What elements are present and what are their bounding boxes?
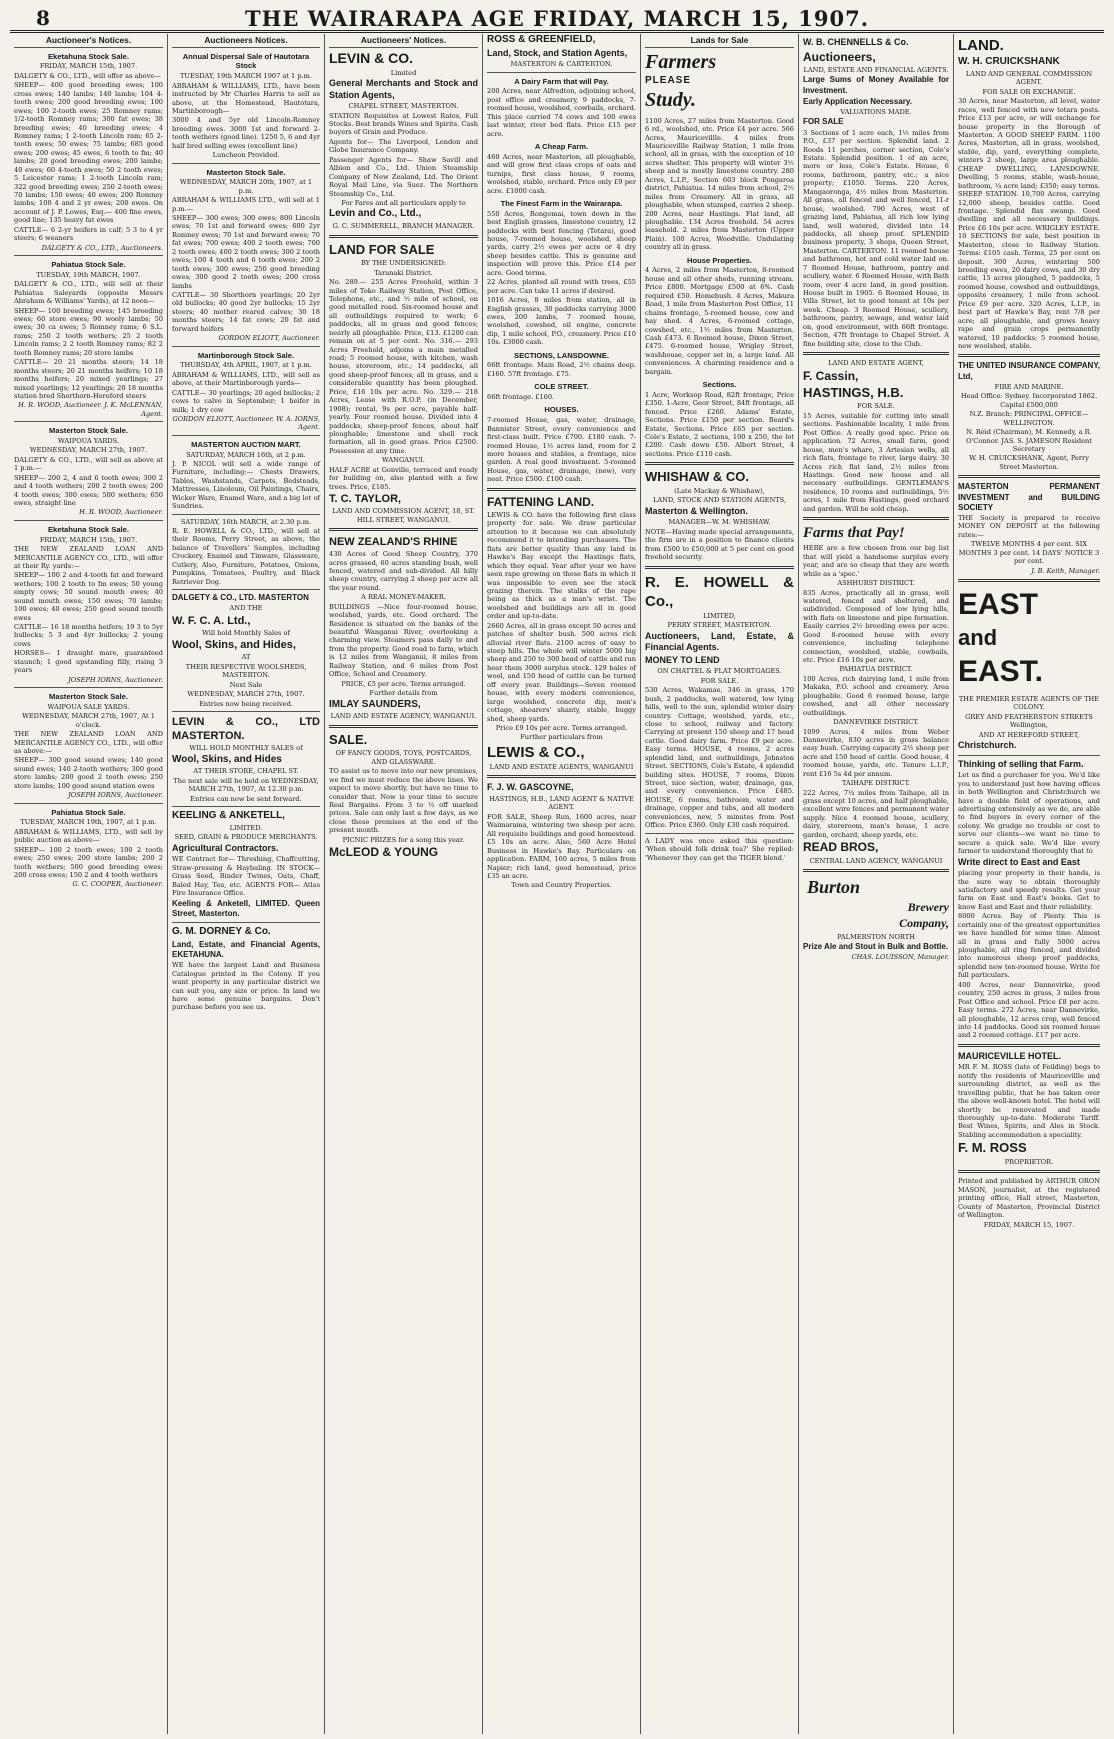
listing-body: 22 Acres, planted all round with trees, £55 per acre. Can take 11 acres if desired.	[487, 278, 636, 295]
firm-name: MASTERTON PERMANENT INVESTMENT and BUILDING SOCIETY	[958, 482, 1100, 512]
ad-early: Early Application Necessary.	[803, 96, 912, 106]
listing-title: A Cheap Farm.	[534, 142, 589, 152]
sale-date: TUESDAY, 19th MARCH, 1907.	[36, 270, 141, 279]
ad-title: Farms that Pay!	[803, 525, 905, 542]
listing-body: 550 Acres, Rongomai, town down in the best English grasses, limestone country, 12 paddocks with best fencing (Totara), good house, 7-roomed house, woolshed, sheep yards, carry 2½ ewes per acre or 4 dry sheep besides cattle. This is genuine and inspection will prove this. Price £14 per acre. Good terms.	[487, 209, 636, 277]
ad-signature: CHAS. LOUISSON, Manager.	[851, 953, 949, 962]
ad-display: Study.	[645, 89, 696, 112]
ad-signature: G. C. SUMMERELL, BRANCH MANAGER.	[332, 222, 475, 231]
sale-intro: ABRAHAM & WILLIAMS, LTD., have been instructed by Mr Charles Harris to sell as above, at the Homestead, Hautotara, Martinborough—	[172, 81, 320, 115]
ad-subtitle: ON CHATTEL & FLAT MORTGAGES.	[657, 667, 782, 676]
sale-date: WEDNESDAY, MARCH 20th, 1907, at 1 p.m.	[179, 178, 313, 195]
agent-name: F. J. W. GASCOYNE,	[487, 782, 574, 793]
ad-price: Price £9 10s per acre. Terms arranged.	[495, 723, 628, 732]
listing-title: SECTIONS, LANSDOWNE.	[514, 350, 609, 360]
ad-note: PICNIC PRIZES for a song this year.	[342, 835, 465, 844]
listing-title: COLE STREET.	[534, 382, 589, 392]
listing-body: 400 Acres, near Dannevirke, good country, 250 acres in grass, 3 miles from Post Office and school. Price £8 per acre. Easy terms. 272 Acres, near Dannevirke, all ploughable, 12 acres crop, well fenced into 14 paddocks. Good six roomed house and 2 roomed cottage. £17 per acre.	[958, 980, 1100, 1040]
firm-name: G. M. DORNEY & Co.	[172, 925, 271, 937]
listing-body: 66ft frontage. Main Road, 2½ chains deep. £160. 57ft frontage. £75.	[487, 361, 636, 378]
sale-signature: DALGETY & CO., LTD., Auctioneers.	[41, 243, 163, 252]
ad-passenger-agents: Passenger Agents for— Shaw Savill and Albion and Co., Ltd. Union Steamship Company of New Zealand, Ltd. The Orient Royal Mail Line, via Suez. The Northern Steamship Co., Ltd.	[329, 155, 478, 198]
listing-title: House Properties.	[687, 255, 752, 265]
ad-display: and	[958, 625, 998, 651]
sale-cattle: CATTLE— 16 18 months heifers; 19 3 to 5yr bullocks; 5 3 and 4yr bullocks; 2 young cows	[14, 623, 163, 648]
ad-location: CHAPEL STREET, MASTERTON.	[348, 102, 459, 111]
divider	[958, 755, 1100, 756]
sale-title: Masterton Stock Sale.	[49, 426, 128, 436]
ad-subtitle: OF FANCY GOODS, TOYS, POSTCARDS, AND GLASSWARE.	[335, 749, 472, 766]
divider	[172, 346, 320, 347]
listing-body: 530 Acres, Wakamae, 346 in grass, 170 bush, 2 paddocks, well watered, low lying hills, well to the sun, splendid winter dairy country. Cottage, woolshed, yards, etc., close to school, railway and factory. Carrying at present 150 sheep and 17 head cattle. Good dairy farm. Price £9 per acre. Easy terms. HOUSE, 4 rooms, 2 acres splendid land, and outbuildings, Johnston Street. SECTIONS, Cole's Estate, 4 splendid building sites. HOUSE, 7 rooms, Dixon Street, nice section, water, drainage, gas, and every convenience. Price £485. HOUSE, 6 rooms, bathroom, water and drainage, copper and tubs, and all modern conveniences, new, 5 minutes from Post Office. Price £360. Only £30 cash required.	[645, 686, 794, 830]
divider	[487, 488, 636, 491]
sale-intro: DALGETY & CO., LTD., will sell at their Pahiatua Saleyards (opposite Messrs Abraham & Williams' Yards), at 12 noon—	[14, 280, 163, 306]
ad-subtitle: THE PREMIER ESTATE AGENTS OF THE COLONY.	[958, 694, 1100, 712]
sale-subtitle: WAIPOUA SALE YARDS.	[47, 702, 130, 711]
listing-title: A Dairy Farm that will Pay.	[514, 76, 609, 86]
ad-title: NEW ZEALAND'S RHINE	[329, 536, 458, 548]
ad-display: Land, Estate, and Financial Agents, EKETAHUNA.	[172, 939, 320, 959]
firm-name: KEELING & ANKETELL,	[172, 810, 285, 822]
ad-location: GREY AND FEATHERSTON STREETS Wellington,	[965, 712, 1093, 730]
sale-intro: ABRAHAM & WILLIAMS, LTD., will sell as above, at their Martinborough yards—	[172, 370, 320, 388]
ad-location: MASTERTON & CARTERTON.	[510, 60, 613, 69]
ad-body: FOR SALE, Sheep Run, 1600 acres, near Waimarama, wintering two sheep per acre. All requisite buildings and good homestead. £5 10s an acre. Also, 560 Acre Hotel Business in Hawke's Bay. Particulars on application. FARM, 160 acres, 5 miles from Napier; rich land, good homestead, price £35 an acre.	[487, 812, 636, 880]
ad-body: 430 Acres of Good Sheep Country, 370 acres grassed, 60 acres standing bush, well fenced, watered and sub-divided. All hilly sheep country, carrying 2 sheep per acre all the year round.	[329, 550, 478, 592]
sale-intro: ABRAHAM & WILLIAMS, LTD., will sell by public auction as above—	[14, 827, 163, 845]
sale-title: Eketahuna Stock Sale.	[47, 524, 130, 534]
connector: AT	[241, 653, 251, 662]
ad-footer: Levin and Co., Ltd.,	[329, 208, 422, 220]
agent-subtitle: CENTRAL LAND AGENCY, WANGANUI	[809, 856, 943, 865]
ad-note: Entries now being received.	[199, 699, 293, 708]
ad-signature: F. M. ROSS	[958, 1140, 1027, 1156]
ad-body: TO assist us to move into our new premises, we find we must reduce the above lines. We expect to move shortly, but have no time to consider that. Now is your time to secure Real Bargains. From 3 to ½ off marked prices. Sale can only last a few days, as we close these premises at the end of the present month.	[329, 767, 478, 835]
ad-note: For Fares and all particulars apply to	[341, 198, 466, 207]
agent-name: T. C. TAYLOR,	[329, 493, 402, 506]
ad-body: WE have the largest Land and Business Catalogue printed in the Colony. If you want property in any particular district we can suit you, any size or price. In land we have some genuine bargains. Don't purchase before you see us.	[172, 961, 320, 1012]
sale-date: WEDNESDAY, MARCH 27th, 1907.	[29, 446, 148, 455]
divider	[172, 806, 320, 807]
ad-display: EAST	[958, 588, 1039, 622]
sale-date: TUESDAY, MARCH 19th, 1907, at 1 p.m.	[20, 818, 157, 827]
agent-subtitle: HASTINGS, H.B., LAND AGENT & NATIVE AGENT.	[489, 795, 634, 812]
ad-for-sale: FOR SALE.	[857, 402, 895, 411]
ad-district: Taranaki District.	[374, 268, 433, 277]
sale-title: Pahiatua Stock Sale.	[51, 807, 126, 817]
divider	[14, 421, 163, 422]
column-header: Auctioneer's Notices.	[14, 35, 163, 48]
ad-signature: J. B. Keith, Manager.	[1031, 566, 1100, 575]
ad-text: Will hold Monthly Sales of	[202, 628, 290, 637]
sale-date: WEDNESDAY, MARCH 27th, 1907.	[187, 690, 305, 699]
ad-for-sale: FOR SALE	[803, 117, 844, 127]
firm-branch: N.Z. Branch: PRINCIPAL OFFICE—WELLINGTON.	[969, 410, 1089, 427]
ad-title: SALE.	[329, 731, 368, 747]
sale-items: SHEEP— 300 ewes; 300 ewes; 800 Lincoln ewes; 70 1st and forward ewes; 600 2yr Romney ewes; 70 1st and forward ewes; 70 fat ewes; 700 ewes; 400 2 tooth ewes; 700 2 tooth ewes; 400 2 tooth ewes; 300 2 tooth ewes; 100 4 tooth and 6 tooth ewes; 200 2 tooth ewes; 300 ewes; 250 good breeding ewes; 300 good 2 tooth ewes; 200 cross lambs	[172, 214, 320, 290]
sale-cattle: CATTLE— 20 21 months steers; 14 18 months steers; 20 21 months heifers; 10 18 months heifers; 20 mixed yearlings; 27 mixed yearlings; 12 yearlings; 20 18 months station bred Shorthorn-Hereford steers	[14, 358, 163, 400]
firm-people: N. Reid (Chairman), M. Kennedy, a R. O'Connor. JAS. S. JAMESON Resident Secretary	[966, 428, 1092, 453]
ad-manager: MANAGER—W. M. WHISHAW.	[668, 518, 771, 527]
ad-text: The next sale will be held on WEDNESDAY, MARCH 27th, 1907, At 12.30 p.m.	[173, 776, 319, 794]
ad-note: Further details from	[369, 689, 438, 698]
firm-name: LEVIN & CO., LTD MASTERTON.	[172, 715, 320, 743]
ad-body: HALF ACRE at Gonville, terraced and ready for building on, also planted with a few trees. Price, £185.	[329, 465, 478, 491]
ad-body: HERE are a few chosen from our big list that will yield a handsome surplus every year, and are so cheap that they are worth while as a 'spec.'	[803, 544, 949, 578]
sale-title: MASTERTON AUCTION MART.	[191, 439, 301, 449]
divider	[803, 517, 949, 520]
ad-body: MR F. M. ROSS (late of Feilding) begs to notify the residents of Mauricevillle and surrounding district, as well as the travelling public, that he has taken over the above well-known hotel. The hotel will shortly be renovated and made thoroughly up-to-date. Moderate Tariff. Best Wines, Spirits, and Ales in Stock. Stabling accommodation a speciality.	[958, 1063, 1100, 1139]
sale-title: Annual Dispersal Sale of Hautotara Stock	[182, 51, 310, 71]
column-3	[325, 34, 483, 1734]
sale-intro: THE NEW ZEALAND LOAN AND MERCANTILE AGENCY CO., LTD., will offer at their Ry. yards:—	[14, 545, 163, 570]
divider	[958, 1044, 1100, 1047]
sale-date: SATURDAY, 16th MARCH, at 2.30 p.m.	[180, 517, 312, 526]
ad-body: BUILDINGS —Nice four-roomed house, woolshed, yards, etc. Good orchard. The Residence is situated on the banks of the beautiful Wanganui River, overlooking a charming view. Steamers pass daily to and from the property. Good road to farm, which is 12 miles from Wanganui, 8 miles from Railway Station, and 6 miles from Post Office, School and Creamery.	[329, 602, 478, 679]
divider	[645, 462, 794, 465]
imprint-date: FRIDAY, MARCH 15, 1907.	[983, 1220, 1075, 1229]
ad-body: WE Contract for— Threshing, Chaffcutting, Straw-pressing & Haybaling. IN STOCK— Grass Seed, Binder Twines, Oats, Chaff, Baled Hay, Tea, etc. AGENTS FOR— Atlas Fire Insurance Office.	[172, 855, 320, 898]
sale-date: WEDNESDAY, MARCH 27th, 1907, At 1 o'clock.	[22, 712, 155, 729]
sale-intro: DALGETY & CO., LTD., will sell as above at 1 p.m.—	[14, 455, 163, 473]
ad-body: 2660 Acres, all in grass except 50 acres and patches of shelter bush. 500 acres rich alluvial river flats. 2100 acres of easy to steep hills. The whole will winter 5000 big sheep and 250 to 300 head of cattle and run hear them 3000 surplus stock. 129 bales of wool, and 150 head of cattle can be turned off every year. Buildings—Seven roomed house, with every modern convenience, large woolshed, concrete dip, men's cottage, shearers' shanty, stable, buggy shed, sheep yards.	[487, 621, 636, 723]
firm-trade: LAND, STOCK AND STATION AGENTS,	[652, 496, 787, 505]
ad-agents: Agents for— The Liverpool, London and Globe Insurance Company.	[329, 137, 478, 155]
connector: AND THE	[229, 604, 263, 613]
ad-display: Farmers	[645, 50, 717, 73]
sale-date: FRIDAY, MARCH 15th, 1907.	[39, 535, 138, 544]
sale-signature: Luncheon Provided.	[212, 151, 280, 160]
listing-title: Sections.	[702, 380, 737, 390]
ad-footer: Keeling & Anketell, LIMITED. Queen Street, Masterton.	[172, 898, 320, 918]
sale-intro: THE NEW ZEALAND LOAN AND MERCANTILE AGENCY CO., LTD., will offer as above:—	[14, 730, 163, 755]
divider	[329, 725, 478, 728]
firm-subtitle: LIMITED,	[703, 611, 736, 620]
sale-signature: H. R. WOOD, Auctioneer.	[79, 508, 163, 517]
firm-subtitle: LAND, ESTATE AND FINANCIAL AGENTS.	[803, 65, 949, 74]
listing-title: HOUSES.	[544, 405, 579, 415]
ad-note: Entries can now be sent forward.	[190, 794, 302, 803]
ad-body: THE Society is prepared to receive MONEY ON DEPOSIT at the following rates:—	[958, 513, 1100, 539]
divider	[803, 869, 949, 872]
ad-body: No. 289.— 255 Acres Freehold, within 3 miles of Toko Railway Station, Post Office, Telephone, etc., and ½ mile of school, on good metalled road. Six-roomed house and all outbuildings required to work; 6 paddocks, all in grass and good fences; nearly all ploughable. Price, £13. £1200 can remain on at 5 per cent. No. 316.— 293 Acres Freehold, adjoins a main metalled road; 5 roomed house, with kitchen, wash house, storeroom, etc.; 14 paddocks, all good sheep-proof fences; all in grass, and a considerable quantity has been ploughed. Price, £16 10s per acre. No. 329.— 218 Acres, Lease with R.O.P. (in December, 1908); rental, 9s per acre, payable half-yearly. Four roomed house. Divided into 4 paddocks, sheep-proof fences, about half ploughable; limestone and shell rock formation, all in good grass. Price £2500. Possession at any time.	[329, 278, 478, 455]
ad-price: PRICE, £5 per acre. Terms arranged.	[341, 679, 466, 688]
firm-subtitle: FIRE AND MARINE.	[994, 382, 1064, 391]
ad-body: Let us find a purchaser for you. We'd like you to understand just how having offices in both Wellington and Christchurch we have a double field of operations, and advertising extensively as we do, are able to find buyers in every corner of the colony. We grudge no trouble or cost to serve our clients—we want no time to secure a quick sale. We'd like every farmer to understand thoroughly that to	[958, 771, 1100, 856]
sale-date: TUESDAY, 19th MARCH 1907 at 1 p.m.	[179, 72, 313, 81]
listing-body: 222 Acres, 7¼ miles from Taihape, all in grass except 10 acres, and half ploughable, excellent wire fences and permanent water supply. Nice 4 roomed house, scullery, dairy, storeroom, man's house, 1 acre garden, orchard, sheep yards, etc.	[803, 788, 949, 839]
firm-office: Head Office: Sydney. Incorporated 1862. Capital £500,000	[960, 392, 1098, 409]
ad-display: EAST.	[958, 654, 1044, 688]
divider	[803, 352, 949, 355]
divider	[172, 589, 320, 590]
agent-subtitle: LAND AND GENERAL COMMISSION AGENT.	[965, 69, 1093, 87]
ad-subtitle: BY THE UNDERSIGNED:	[360, 259, 447, 268]
divider	[172, 711, 320, 712]
firm-name: W. F. C. A. Ltd.,	[172, 614, 251, 627]
sale-title: Martinborough Stock Sale.	[197, 350, 295, 360]
divider	[14, 520, 163, 521]
agent-name: F. Cassin,	[803, 368, 859, 383]
ad-subtitle: FOR SALE.	[700, 676, 739, 685]
ad-location: PERRY STREET, MASTERTON.	[667, 621, 772, 630]
divider	[487, 72, 636, 73]
ad-location: AND AT HEREFORD STREET,	[978, 730, 1080, 739]
firm-name: DALGETY & CO., LTD. MASTERTON	[172, 593, 309, 603]
sale-title: Masterton Stock Sale.	[49, 692, 128, 702]
ad-display: Auctioneers,	[803, 49, 876, 64]
listing-body: 1100 Acres, 27 miles from Masterton. Good 6 rd., woolshed, etc. Price £4 per acre. 566 Acres, Mauricevillle. 4 miles from Mauricevillle Railway Station, 1 mile from school, all in grass, with the exception of 10 acres shelter. This property will winter 3½ sheep and is mostly limestone country. 280 Acres, L.I.P., Section 603 block Pongaroa district, Pahiatua. 14 miles from school, 2½ miles from Creamery. All in grass, all ploughable, when stumped, carries 2 sheep. 200 Acres, near Hastings. Flat land, all ploughable. 134 Acres freehold. 54 acres leasehold. 2 miles from Masterton (Upper Plain). 100 Acres, Woodville. Undulating country all in grass.	[645, 116, 794, 252]
ad-location: PALMERSTON NORTH	[837, 932, 915, 941]
agent-name: W. H. CRUICKSHANK	[958, 56, 1060, 68]
ad-prize: Prize Ale and Stout in Bulk and Bottle.	[803, 942, 949, 952]
ad-display: LAND.	[958, 37, 1004, 54]
sale-items: SHEEP— 200 2, 4 and 6 tooth ewes; 300 2 and 4 tooth wethers; 200 2 tooth ewes; 200 4 tooth ewes; 300 ewes; 500 wethers; 650 ewes, straight line	[14, 473, 163, 508]
column-5	[641, 34, 799, 1734]
firm-trade: SEED, GRAIN & PRODUCE MERCHANTS.	[174, 833, 318, 842]
ad-text: Next Sale	[229, 680, 263, 689]
ad-title: Thinking of selling that Farm.	[958, 758, 1084, 769]
ad-footer: McLEOD & YOUNG	[329, 845, 439, 860]
ad-location: Masterton & Wellington.	[645, 505, 748, 516]
agent-name: LEWIS & CO.,	[487, 743, 585, 761]
ad-money: Large Sums of Money Available for Investment.	[803, 75, 949, 95]
ad-display: Agricultural Contractors.	[172, 842, 279, 853]
page-number: 8	[36, 6, 50, 30]
column-header: Lands for Sale	[645, 35, 794, 48]
sale-title: Eketahuna Stock Sale.	[47, 51, 130, 61]
listing-body: 1 Acre, Worksop Road, 82ft frontage, Price £350. 1-Acre, Geor Street, 84ft frontage, all fenced. Price £260. Adams' Estate, Sections. Price £150 per section. Beard's Estate, Sections. Price £65 per section. Cole's Estate, 2 sections, 100 x 250, the lot £200. Cash down £50. Albert Street, 4 sections. Price £110 cash.	[645, 390, 794, 458]
sale-items: SHEEP— 100 2 tooth ewes; 100 2 tooth ewes; 250 ewes; 200 store lambs; 200 2 tooth wethers; 500 good breeding ewes; 200 cross ewes; 150 2 and 4 tooth wethers	[14, 845, 163, 879]
ad-display: Company,	[899, 916, 949, 931]
sale-date: THURSDAY, 4th APRIL, 1907, at 1 p.m.	[180, 361, 312, 370]
divider	[645, 833, 794, 834]
sale-body: J. P. NICOL will sell a wide range of Furniture, including:— Chests Drawers, Tables, Washstands, Carpets, Bedsteads, Mattresses, Linoleum, Oil Paintings, Chairs, Wicker Ware, Enamel Ware, and a big lot of Sundries.	[172, 459, 320, 511]
divider	[958, 579, 1100, 582]
ad-title: FATTENING LAND.	[487, 494, 595, 509]
sale-cattle: CATTLE— 30 Shorthorn yearlings; 20 2yr old bullocks; 40 good 2yr bullocks; 15 2yr steers; 40 mother reared calves; 30 18 months steers; 14 fat cows; 20 fat and forward heifers	[172, 290, 320, 333]
listing-body: 835 Acres, practically all in grass, well watered, fenced and sheltered, and subdivided. Composed of low lying hills, with flats on limestone and pipe formation. Easily carries 2½ breeding ewes per acre. Good 8-roomed house with every convenience, including telephone connection, woolshed, stable, cowbails, etc. Price £16 10s per acre.	[803, 588, 949, 665]
ad-location: WANGANUI.	[381, 456, 426, 465]
divider	[172, 514, 320, 515]
divider	[958, 1170, 1100, 1173]
ad-display: Burton	[807, 877, 861, 898]
ad-signature-sub: PROPRIETOR.	[1004, 1157, 1054, 1166]
column-header: Auctioneers Notices.	[172, 35, 320, 48]
agent-subtitle: LAND AND ESTATE AGENCY, WANGANUI.	[330, 712, 477, 721]
newspaper-title: THE WAIRARAPA AGE FRIDAY, MARCH 15, 1907.	[244, 6, 870, 31]
masthead	[10, 6, 1104, 33]
ad-location: THEIR RESPECTIVE WOOLSHEDS, MASTERTON.	[185, 662, 307, 680]
ad-display: PLEASE	[645, 75, 692, 87]
ad-footer: Town and Country Properties.	[511, 881, 612, 890]
district-title: TAIHAPE DISTRICT.	[841, 779, 911, 788]
ad-footer: A LADY was once asked this question: 'When should folk drink tea?' She replied: 'Whenever they can get the TIGER blend.'	[645, 836, 794, 862]
column-6	[799, 34, 954, 1734]
listing-body: 200 Acres, near Alfredton, adjoining school, post office and creamery, 9 paddocks, 7-roomed house, woolshed, cowbails, orchard. This place carried 74 cows and 100 ewes last winter, river bed flats. Price £15 per acre.	[487, 87, 636, 138]
ad-display: General Merchants and Stock and Station Agents,	[329, 78, 478, 100]
listing-body: 460 Acres, near Masterton, all ploughable, and will grow first class crops of oats and turnips, first class house, 9 rooms, woolshed, stable, orchard. Price only £9 per acre. £1000 cash.	[487, 152, 636, 195]
ad-body: STATION Requisites at Lowest Rates, Full Stocks. Best brands Wines and Spirits. Cash buyers of Grain and Produce.	[329, 111, 478, 137]
sale-cattle: CATTLE— 6 2-yr heifers in calf; 5 3 to 4 yr steers; 6 weaners	[14, 225, 163, 243]
ad-location: AT THEIR STORE, CHAPEL ST.	[193, 767, 299, 776]
sale-date: FRIDAY, MARCH 15th, 1907.	[39, 62, 138, 71]
ad-display: Brewery	[907, 900, 949, 915]
firm-subtitle: LIMITED.	[229, 823, 263, 832]
listing-body: 3 Sections of 1 acre each, 1½ miles from P.O., £37 per section. Splendid land. 2 Roods 11 perches, corner section, Cole's Estate. Splendid position. 1 of an acre, more or less, Cole's Estate. House, 6 rooms, bathroom, pantry, etc.; a nice property; £1050. Terms. 220 Acres, Mangaoronga, 4½ miles from Masterton. All grass, all fenced and well fenced, 11-r house, woolshed. 790 Acres, west of grazing land, Pahiatua, all rich low lying land, well watered, divided into 14 paddocks, all sheep proof. SPLENDID business property, 3 shops, Queen Street, Masterton. CARTERTON. 11 roomed house and bathroom, hot and cold water laid on. 7 Roomed House, bathroom, pantry and scullery, water. 6 Roomed House, with Bath room, over 4 acre land, in good position. House built in 1905. 6 Roomed House, in Villa Street, let to good tenant at 10s per week. Cheap. 3 Roomed House, scullery, bathroom, pantry, sewage, and water laid on, good environment, with 66ft frontage. Section, 47ft frontage to Chapel Street. A fine building site, close to the Club.	[803, 128, 949, 348]
firm-name: THE UNITED INSURANCE COMPANY, Ltd,	[958, 361, 1100, 381]
firm-name: R. E. HOWELL & Co.,	[645, 573, 794, 610]
column-2	[168, 34, 325, 1734]
firm-name: ROSS & GREENFIELD,	[487, 34, 596, 45]
divider	[14, 687, 163, 688]
imprint: Printed and published by ARTHUR ORON MASON, journalist, at the registered printing office, Hall street, Masterton, County of Masterton, Provincial District of Wellington.	[958, 1177, 1100, 1220]
divider	[172, 163, 320, 164]
firm-agent: W. H. CRUICKSHANK, Agent, Perry Street Masterton.	[969, 454, 1089, 471]
sale-intro: DALGETY & CO., LTD., will offer as above—	[14, 71, 161, 80]
sale-subtitle: WAIPOUA YARDS.	[57, 436, 120, 445]
column-7	[954, 34, 1104, 1734]
divider	[14, 803, 163, 804]
ad-display: Wool, Skins, and Hides,	[172, 639, 296, 652]
listing-body: 7-roomed House, gas, water, drainage, Bannister Street, every convenience and first-class built. Price £700. £180 cash. 7-roomed House, 1½ acres land, room for 2 more houses and stables, a frontage, nice garden. A real good investment. 5-roomed House, gas, water, drainage, (new), very neat. Price £500. £100 cash.	[487, 416, 636, 484]
firm-name: LEVIN & CO.	[329, 49, 414, 66]
divider	[172, 435, 320, 436]
sale-items: SHEEP— 100 breeding ewes; 145 breeding ewes; 60 store ewes; 90 wooly lambs; 50 ewes; 30 ca ewes; 5 Romney rams; 6 S.L. rams; 250 2 tooth wethers; 25 2 tooth Lincoln rams; 2 2 tooth Romney rams; 82 2 tooth Romney rams; 20 store lambs	[14, 306, 163, 357]
agent-location: HASTINGS, H.B.	[803, 384, 904, 400]
sale-items: SHEEP— 100 2 and 4-tooth fat and forward wethers; 100 2 tooth to fm ewes; 50 young empty cows; 50 sound mouth ewes; 40 sound mouth ewes; 150 ewes; 70 lambs; 100 ewes; 40 ewes; 250 good sound mouth ewes	[14, 571, 163, 622]
column-header: Auctioneers' Notices.	[329, 35, 478, 48]
ad-body: LEWIS & CO. have the following first class property for sale. We draw particular attention to it because we can absolutely recommend it to intending purchasers. The flats are better quality than any land in Hawke's Bay except the Hastings flats, which they equal. Year after year we have seen rape growing on these flats in which it was impossible to even see the stock grazing therein. The stalks of the rape being as thick as a man's wrist. The woolshed and buildings are all in good order and up-to-date.	[487, 511, 636, 621]
sale-items: 3000 4 and 5yr old Lincoln-Romney breeding ewes. 3000 1st and forward 2-tooth wethers (good line). 1250 5, 6 and 4yr half bred selling ewes (excellent line)	[172, 116, 320, 150]
listing-body: 1016 Acres, 8 miles from station, all in English grasses, 30 paddocks carrying 3000 ewes, 200 lambs, 7 roomed house, woolshed, cowshed, oil engine, concrete dip, 1 mile school, P.O., creamery. Price £10 10s. £3000 cash.	[487, 296, 636, 347]
listing-body: 15 Acres, suitable for cutting into small sections. Fashionable locality, 1 mile from Post Office. A really good spec. Price on application. 72 Acres, small farm, good house, men's whare, 3 Artesian wells, all rich flats, frontage to river, large dairy. 30 Acres rich flat land, 2½ miles from Hastings. Good new house and all necessary outbuildings. GENTLEMAN'S residence, 10 rooms and outbuildings, 5½ acres, 1 mile from Hastings, good orchard and garden. Will be sold cheap.	[803, 411, 949, 513]
sale-signature: GORDON ELIOTT, Auctioneer. W. A. IORNS, Agent.	[172, 414, 320, 432]
ad-rates: TWELVE MONTHS 4 per cent. SIX MONTHS 3 per cent. 14 DAYS' NOTICE 3 per cent.	[958, 540, 1100, 566]
divider	[958, 354, 1100, 357]
listing-body: 1099 Acres, 4 miles from Weber Dannevirke, 830 acres in grass balance easy bush. Carrying capacity 2½ sheep per acre and 150 head of cattle. Good house, 4 roomed house, yards, etc. Tenure L.I.P., rent £16 5s 4d per annum.	[803, 727, 949, 778]
ad-body: placing your property in their hands, is the sure way to obtain thoroughly satisfactory and speedy results. Get your farm on East and East's books. Get to know East and East and their reliability.	[958, 869, 1100, 911]
sale-items: SHEEP— 300 good sound ewes; 140 good sound ewes; 140 2-tooth wethers; 300 good store lambs; 200 good 2 tooth ewes; 250 store lambs; 100 good sound station ewes	[14, 756, 163, 790]
column-4	[483, 34, 641, 1734]
divider	[487, 775, 636, 778]
ad-subtitle: FOR SALE OR EXCHANGE.	[982, 87, 1076, 96]
sale-signature: GORDON ELIOTT, Auctioneer.	[218, 334, 320, 343]
firm-name: MAURICEVILLE HOTEL.	[958, 1050, 1061, 1061]
sale-intro: ABRAHAM & WILLIAMS LTD., will sell at 1 p.m.—	[172, 196, 320, 213]
divider	[958, 475, 1100, 478]
ad-display: MONEY TO LEND	[645, 654, 720, 665]
ad-display: Land, Stock, and Station Agents,	[487, 47, 628, 58]
sale-signature: JOSEPH IORNS, Auctioneer.	[68, 791, 163, 800]
listing-body: 8000 Acres. Bay of Plenty. This is certainly one of the greatest opportunities we have handled for some time. Almost all in grass and fully 5000 acres ploughable, all ring fenced, and divided into numerous sheep proof paddocks, splendid new ten-roomed house. Write for full particulars.	[958, 912, 1100, 980]
ad-title: LAND FOR SALE	[329, 241, 435, 257]
divider	[645, 566, 794, 569]
agent-name: IMLAY SAUNDERS,	[329, 698, 421, 710]
district-title: ASHHURST DISTRICT.	[837, 579, 915, 588]
ad-note: Further particulars from	[520, 733, 603, 742]
ad-subtitle: A REAL MONEY-MAKER.	[361, 593, 446, 602]
listing-body: 4 Acres, 2 miles from Masterton, 8-roomed house and all other sheds, running stream. Price £800. Mortgage £500 at 6%. Cash required £50. Homebush. 4 Acres, Makura Road, 1 mile from Masterton Post Office, 11 chains frontage, 5-roomed house, cow and hay shed. 4 Acres, 6-roomed cottage, cowshed, etc., 1½ miles from Masterton. Cash £473. 6 Roomed house, Dixon Street, £475. 6-roomed house, Wrigley Street, washhouse, copper set in, a large land. All conveniences. A charming residence and a bargain.	[645, 266, 794, 376]
district-title: PAHIATUA DISTRICT.	[839, 665, 913, 674]
sale-date: SATURDAY, MARCH 16th, at 2 p.m.	[186, 450, 306, 459]
agent-subtitle: LAND AND COMMISSION AGENT, 18, ST. HILL STREET, WANGANUI.	[332, 507, 475, 524]
firm-name: WHISHAW & CO.	[645, 469, 749, 485]
firm-subtitle: Limited	[390, 68, 417, 77]
sale-title: Pahiatua Stock Sale.	[51, 260, 126, 270]
ad-display: Write direct to East and East	[958, 856, 1080, 867]
sale-signature: JOSEPH IORNS, Auctioneer.	[68, 675, 163, 684]
ad-location: Christchurch.	[958, 740, 1017, 751]
agent-subtitle: LAND AND ESTATE AGENT,	[828, 359, 924, 368]
listing-body: 30 Acres, near Masterton, all level, water races, well fenced with new totara posts. Price £13 per acre, or will exchange for house property in the Borough of Masterton. A GOOD SHEEP FARM. 1100 Acres, Masterton, all in grass, woolshed, stable, dip, yard, everything complete, winters 2 sheep, large area ploughable. CHEAP DWELLING, LANSDOWNE. Dwelling, 5 rooms, stable, wash-house, bathroom, ¼ acre land; £350; easy terms. SHEEP STATION. 10,700 Acres, carrying 12,000 sheep, besides cattle. Good frontage. Splendid flax swamp. Good dwelling and all necessary buildings. Price £6 10s per acre. WRIGLEY ESTATE. 10 SECTIONS for sale, best position in Masterton, close to Railway Station. Terms: £105 cash. Terms, 25 per cent on deposit. 300 Acres, wintering 500 breeding ewes, 20 dairy cows, and 30 dry cattle, 15 acres ploughed, 5 paddocks, 5 roomed house, cowshed and outbuildings, opposite creamery, 1 mile from school. Price £9 per acre. 320 Acres, L.I.P., in best part of Hawke's Bay, rent 7/8 per acre; all ploughable, and grows heavy rape and grain crops permanently watered, 10 paddocks; 5 roomed house, new woolshed, stable.	[958, 97, 1100, 350]
sale-title: Masterton Stock Sale.	[206, 167, 286, 177]
divider	[329, 235, 478, 238]
sale-signature: H. R. WOOD, Auctioneer. J. K. McLENNAN, Agent.	[18, 401, 163, 418]
ad-text: WILL HOLD MONTHLY SALES of	[189, 744, 303, 753]
page-columns	[10, 34, 1104, 1734]
agent-subtitle: LAND AND ESTATE AGENTS, WANGANUI	[489, 763, 634, 772]
ad-display: Auctioneers, Land, Estate, & Financial Agents.	[645, 630, 794, 653]
divider	[172, 922, 320, 923]
sale-body: R. E. HOWELL & CO., LTD., will sell at their Rooms, Perry Street, as above, the balance of Travellers' Samples, including Crockery, Enamel and Tinware, Glassware, Cutlery, Also, Furniture, Potatoes, Onions, Pumpkins, Tomatoes, Poultry, and Black Retriever Dog.	[172, 527, 320, 586]
district-title: DANNEVIRKE DISTRICT.	[833, 718, 919, 727]
ad-valuations: VALUATIONS MADE.	[840, 108, 912, 117]
agent-name: READ BROS,	[803, 840, 879, 855]
column-1	[10, 34, 168, 1734]
listing-body: 66ft frontage. £160.	[487, 393, 555, 402]
listing-body: 100 Acres, rich dairying land, 1 mile from Makaka, P.O. school and creamery. Area ploughable. Good 6 roomed house, large cowshed, and all other necessary outbuildings.	[803, 674, 949, 717]
listing-title: The Finest Farm in the Wairarapa.	[500, 199, 623, 208]
sale-signature: G. C. COOPER, Auctioneer.	[72, 880, 163, 889]
sale-horses: HORSES— 1 draught mare, guaranteed staunch; 1 good upstanding filly, rising 3 years	[14, 649, 163, 675]
divider	[329, 528, 478, 531]
sale-items: CATTLE— 30 yearlings; 20 aged bullocks; 2 cows to calve in September; 1 heifer in milk; 1 dry cow	[172, 388, 320, 414]
firm-name: W. B. CHENNELLS & Co.	[803, 37, 909, 47]
ad-display: Wool, Skins, and Hides	[172, 753, 282, 765]
divider	[14, 255, 163, 256]
sale-items: SHEEP— 400 good breeding ewes; 100 cross ewes; 140 lambs; 140 lambs; 104 4-tooth ewes; 200 good breeding ewes; 100 ewes; 100 2-tooth ewes; 25 Romney rams; 1/2-tooth Romney rams; 300 fat ewes; 38 breeding ewes; 40 breeding ewes; 4 Romney rams; 1 2-tooth Lincoln ram; 65 2-tooth ewes; 50 ewes; 75 lambs; 685 good ewes; 200 ewes; 45 ewes, 6 tooth to fm; 40 lambs; 20 good breeding ewes; 200 lambs; 40 ewes; 60 4-tooth ewes; 50 2 tooth ewes; 5 Leicester rams; 1 2-tooth Lincoln ram; 322 good breeding ewes; 250 2-tooth ewes; 70 lambs; 150 ewes; 40 ewes; 200 Romney lambs; 100 4 and 2 yr ewes; 200 ewes. On account of J. P. Lowes, Esq.— 400 fine ewes, good line; 135 heavy fat ewes	[14, 81, 163, 225]
ad-note: NOTE—Having made special arrangements, the firm are in a position to finance clients from £500 to £50,000 at 5 per cent on good freehold security.	[645, 527, 794, 562]
firm-subtitle: (Late Mackay & Whishaw),	[674, 486, 765, 495]
